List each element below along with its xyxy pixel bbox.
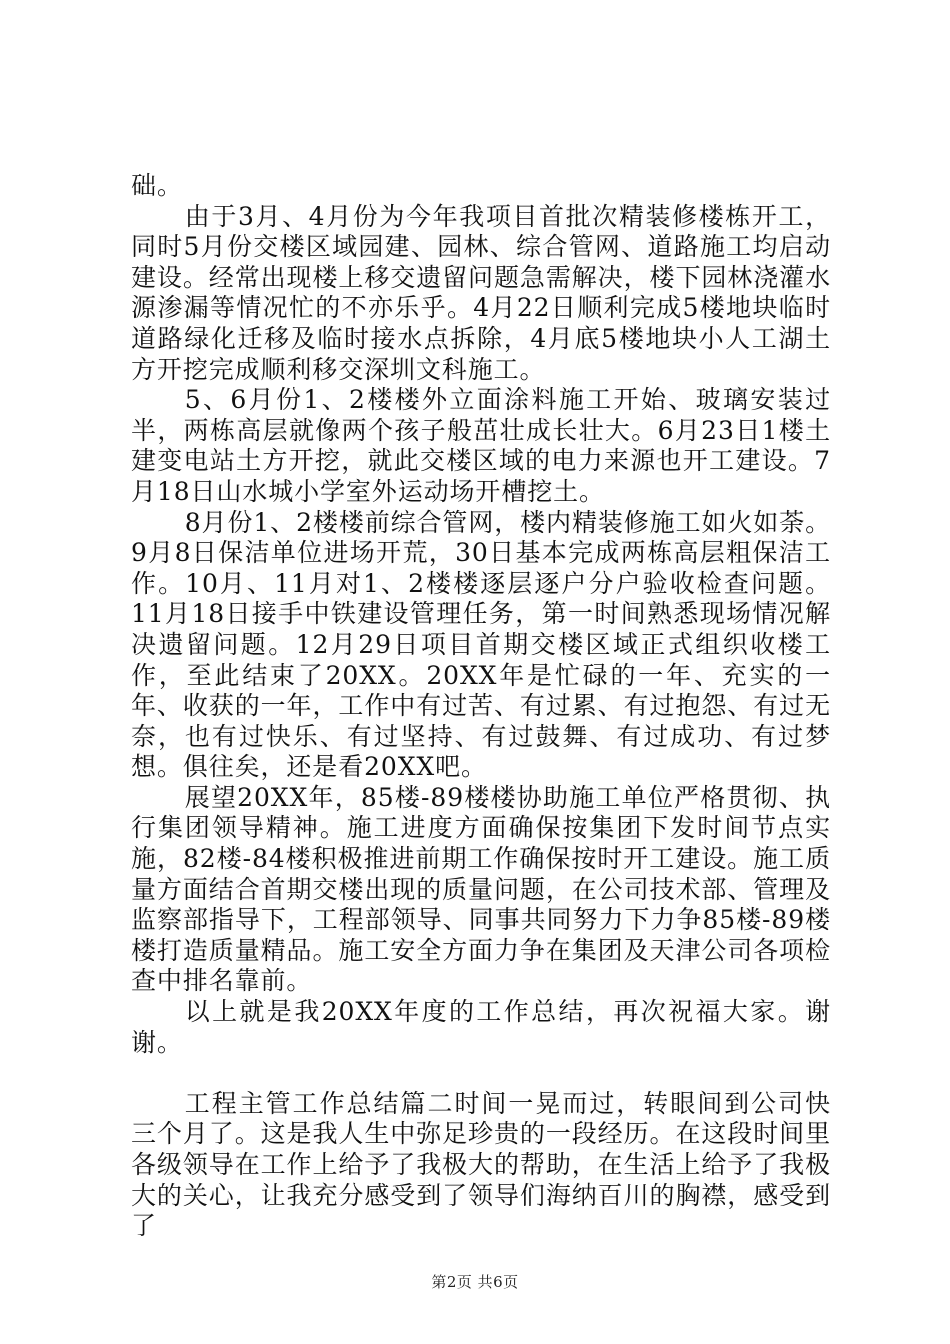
paragraph-continuation: 础。 — [131, 171, 183, 200]
paragraph-outlook: 展望20XX年，85楼-89楼楼协助施工单位严格贯彻、执行集团领导精神。施工进度方面确保按集团下发时间节点实施，82楼-84楼积极推进前期工作确保按时开工建设。施工质量方面结合首期交楼出现的质量问题，在公司技术部、管理及监察部指导下，工程部领导、同事共同努力下力争85楼-89楼楼打造质量精品。施工安全方面力争在集团及天津公司各项检查中排名靠前。 — [131, 782, 831, 996]
paragraph-august-december: 8月份1、2楼楼前综合管网，楼内精装修施工如火如荼。9月8日保洁单位进场开荒，30日基本完成两栋高层粗保洁工作。10月、11月对1、2楼楼逐层逐户分户验收检查问题。11月18日接手中铁建设管理任务，第一时间熟悉现场情况解决遗留问题。12月29日项目首期交楼区域正式组织收楼工作，至此结束了20XX。20XX年是忙碌的一年、充实的一年、收获的一年，工作中有过苦、有过累、有过抱怨、有过无奈，也有过快乐、有过坚持、有过鼓舞、有过成功、有过梦想。俱往矣，还是看20XX吧。 — [131, 507, 831, 782]
paragraph-may-june: 5、6月份1、2楼楼外立面涂料施工开始、玻璃安装过半，两栋高层就像两个孩子般茁壮成长壮大。6月23日1楼土建变电站土方开挖，就此交楼区域的电力来源也开工建设。7月18日山水城小学室外运动场开槽挖土。 — [131, 385, 831, 506]
page-number-footer: 第2页 共6页 — [431, 1273, 519, 1291]
paragraph-article-two: 工程主管工作总结篇二时间一晃而过，转眼间到公司快三个月了。这是我人生中弥足珍贵的一段经历。在这段时间里各级领导在工作上给予了我极大的帮助，在生活上给予了我极大的关心，让我充分感受到了领导们海纳百川的胸襟，感受到了 — [131, 1088, 831, 1241]
document-body — [131, 171, 831, 1242]
paragraph-march-april: 由于3月、4月份为今年我项目首批次精装修楼栋开工，同时5月份交楼区域园建、园林、综合管网、道路施工均启动建设。经常出现楼上移交遗留问题急需解决，楼下园林浇灌水源渗漏等情况忙的不亦乐乎。4月22日顺利完成5楼地块临时道路绿化迁移及临时接水点拆除，4月底5楼地块小人工湖土方开挖完成顺利移交深圳文科施工。 — [131, 201, 831, 384]
paragraph-closing: 以上就是我20XX年度的工作总结，再次祝福大家。谢谢。 — [131, 997, 831, 1057]
